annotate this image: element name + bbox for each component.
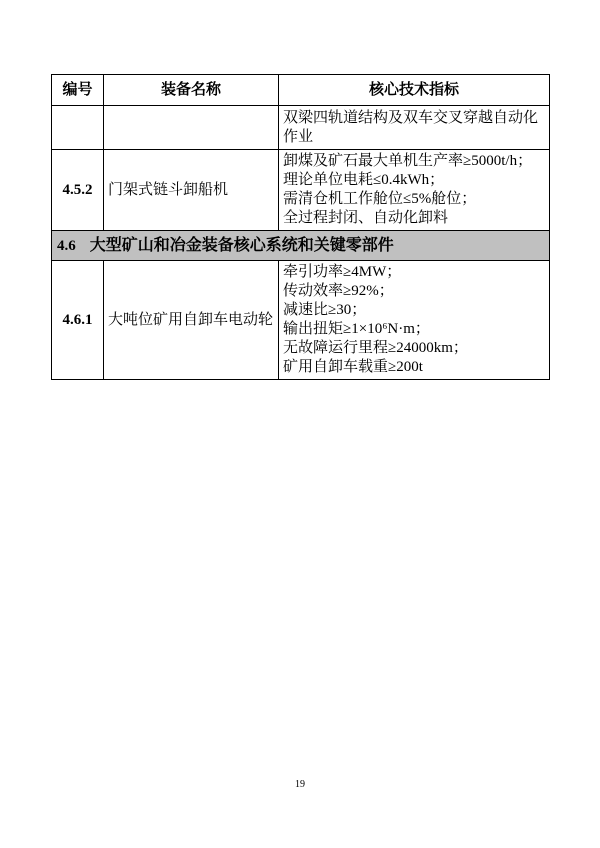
section-header-row	[52, 231, 550, 261]
cell-id: 4.5.2	[52, 150, 104, 231]
indicator-line: 减速比≥30；	[283, 302, 367, 318]
cell-indicators	[279, 106, 550, 150]
section-title: 大型矿山和冶金装备核心系统和关键零部件	[89, 236, 394, 254]
indicator-line: 理论单位电耗≤0.4kWh；	[283, 172, 445, 188]
indicator-line: 牵引功率≥4MW；	[283, 264, 402, 280]
cell-indicators	[279, 150, 550, 231]
col-header-id: 编号	[52, 75, 104, 106]
indicator-line: 传动效率≥92%；	[283, 283, 394, 299]
equipment-spec-table	[51, 74, 550, 380]
cell-equipment-name	[104, 106, 279, 150]
indicator-line: 卸煤及矿石最大单机生产率≥5000t/h；	[283, 153, 533, 169]
indicator-line: 输出扭矩≥1×10⁶N·m；	[283, 321, 430, 337]
col-header-name: 装备名称	[104, 75, 279, 106]
section-header-cell	[52, 231, 550, 261]
cell-indicators	[279, 261, 550, 380]
page-number: 19	[295, 779, 305, 790]
cell-equipment-name: 大吨位矿用自卸车电动轮	[104, 261, 279, 380]
section-number: 4.6	[57, 237, 76, 254]
indicator-line: 无故障运行里程≥24000km；	[283, 340, 468, 356]
table-row-461	[52, 261, 550, 380]
cell-id	[52, 106, 104, 150]
indicator-line: 双梁四轨道结构及双车交叉穿越自动化作业	[283, 109, 539, 145]
table-row-452	[52, 150, 550, 231]
table-row-continuation	[52, 106, 550, 150]
col-header-indicators: 核心技术指标	[279, 75, 550, 106]
table-header-row	[52, 75, 550, 106]
cell-id: 4.6.1	[52, 261, 104, 380]
indicator-line: 需清仓机工作舱位≤5%舱位；	[283, 191, 477, 207]
cell-equipment-name: 门架式链斗卸船机	[104, 150, 279, 231]
indicator-line: 全过程封闭、自动化卸料	[283, 210, 449, 226]
indicator-line: 矿用自卸车载重≥200t	[283, 359, 423, 375]
